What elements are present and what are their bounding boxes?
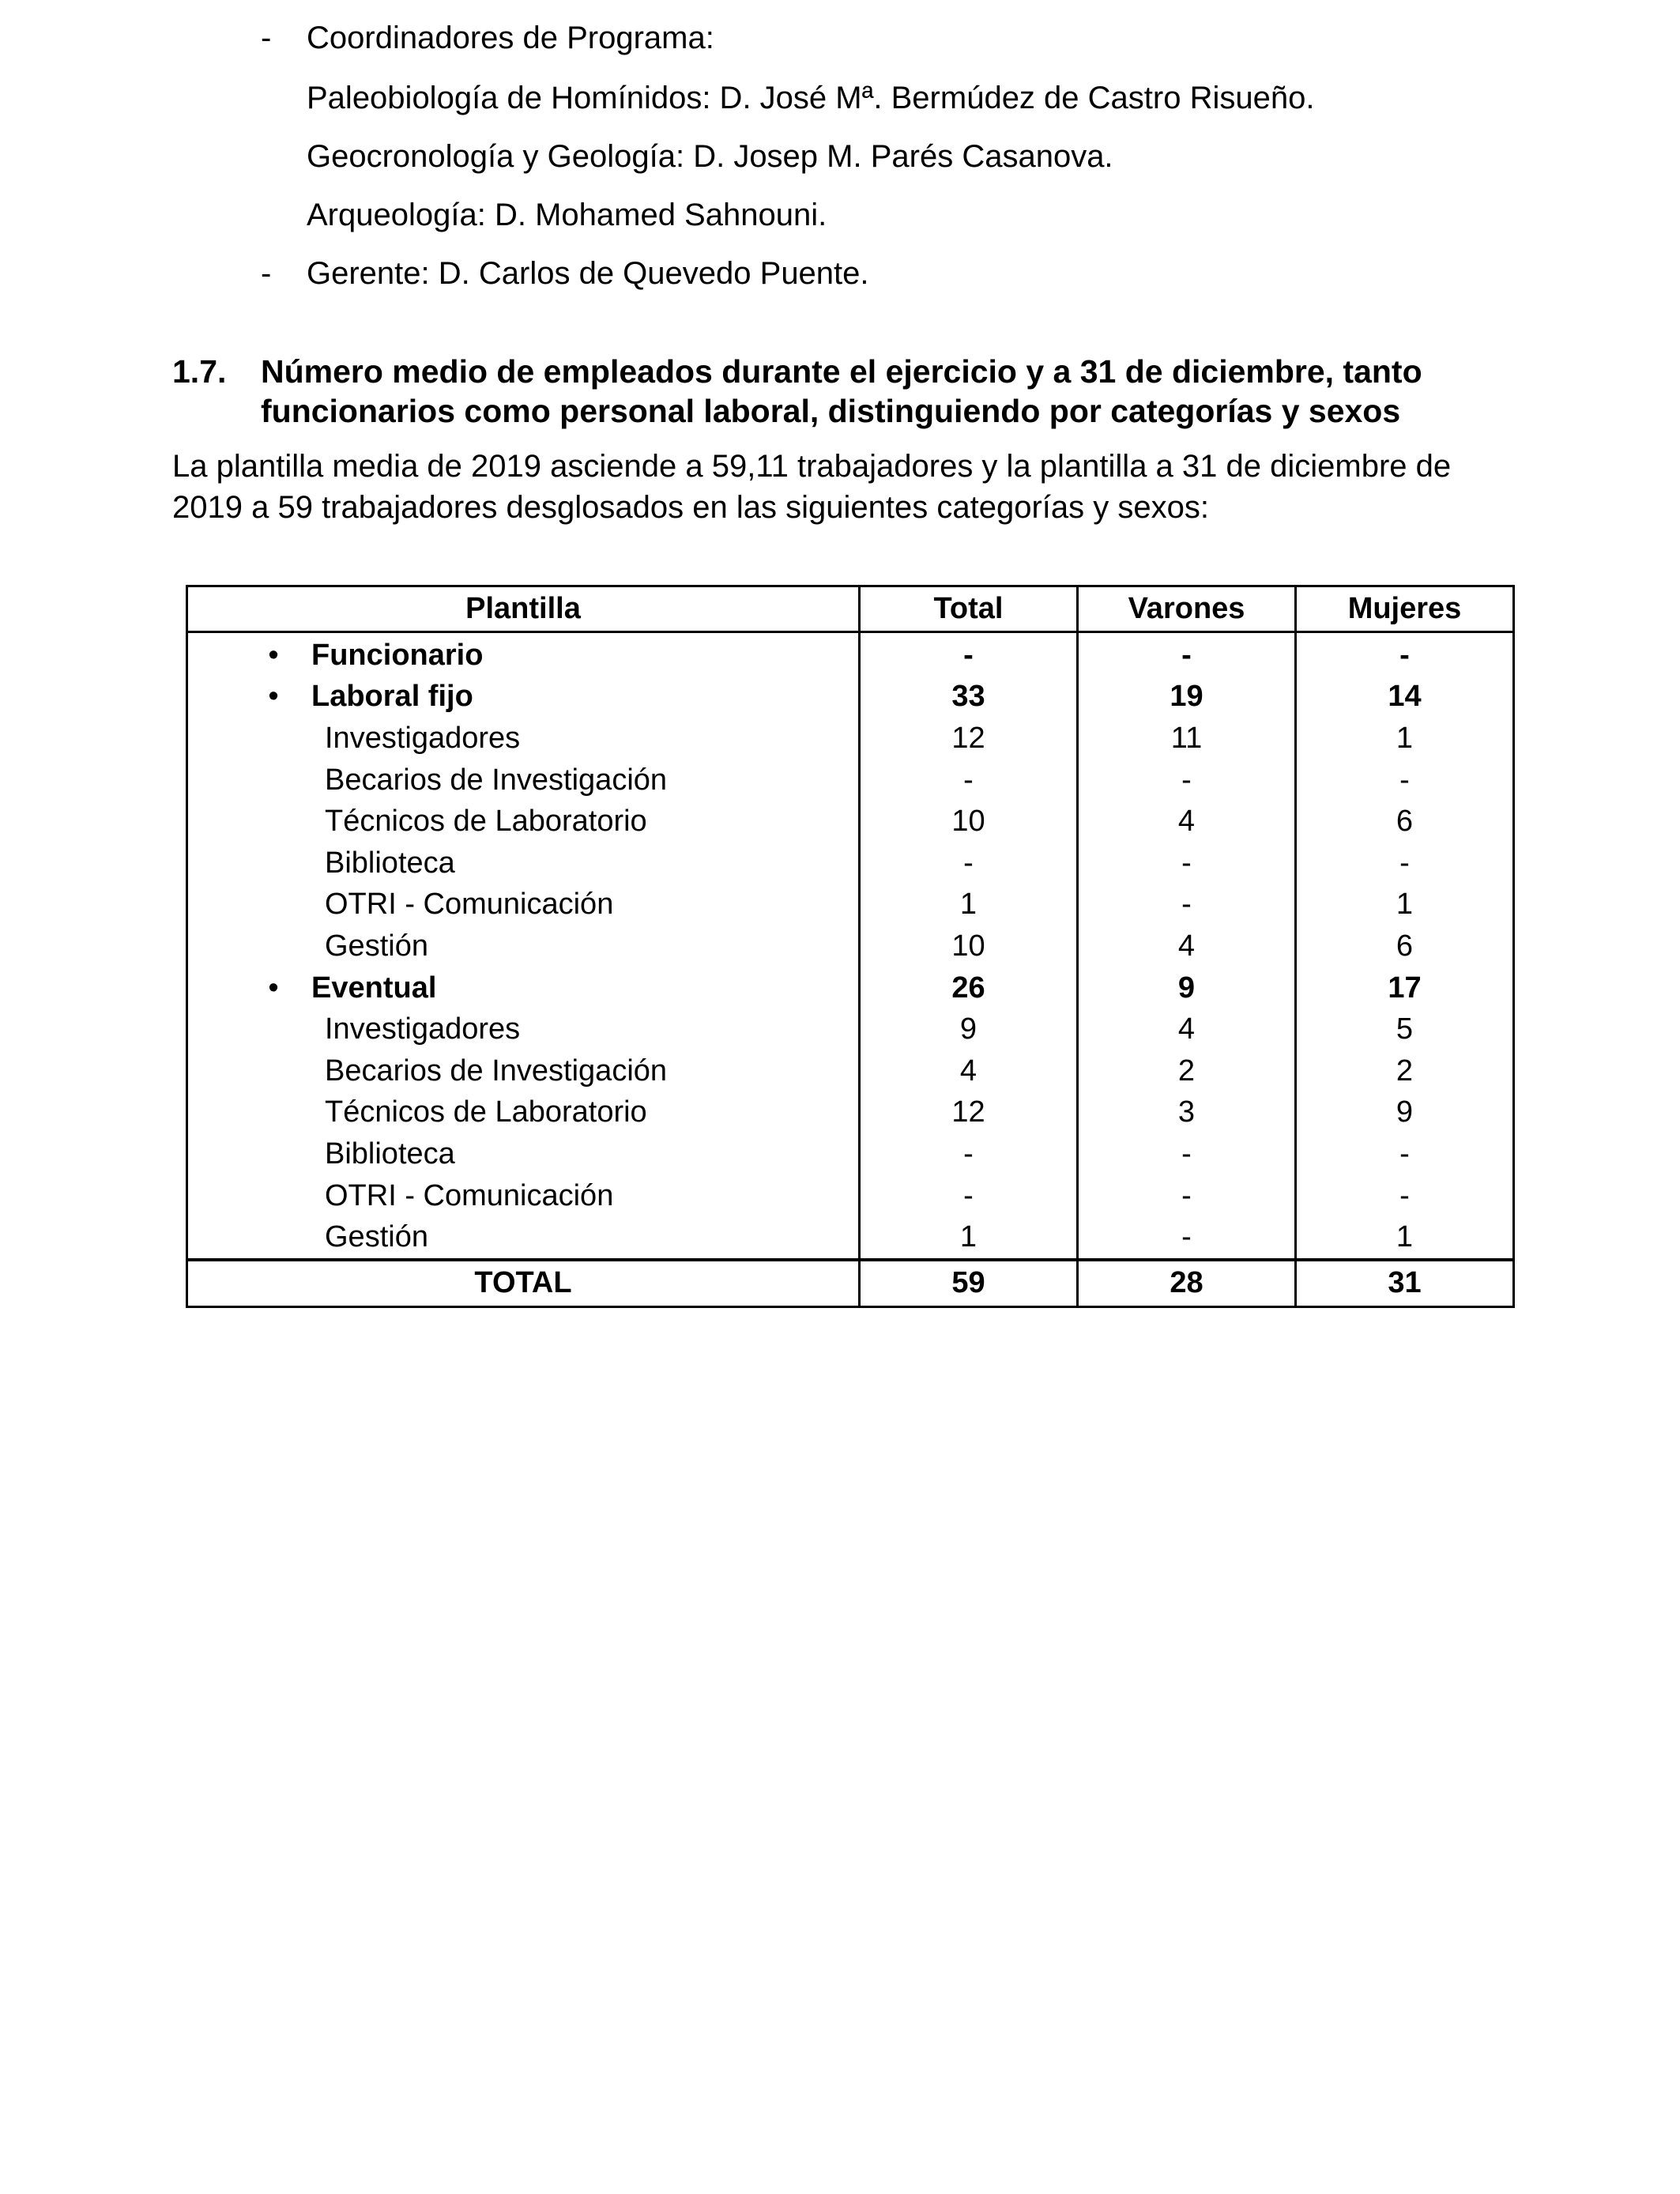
row-total: 12 [860,1092,1078,1134]
row-varones: 9 [1078,967,1296,1009]
row-varones: - [1078,1133,1296,1175]
list-dash: - [261,21,272,55]
row-total: - [860,760,1078,801]
total-total: 59 [860,1260,1078,1307]
row-mujeres: 5 [1296,1008,1514,1050]
total-mujeres: 31 [1296,1260,1514,1307]
row-label-cell [187,632,860,677]
row-label-cell [187,1216,860,1260]
row-total: 9 [860,1008,1078,1050]
row-label-cell [187,677,860,718]
table-row [187,967,1514,1009]
row-mujeres: - [1296,1175,1514,1217]
row-label-cell [187,718,860,760]
row-varones: - [1078,1175,1296,1217]
coordinator-item: Geocronología y Geología: D. Josep M. Parés Casanova. [307,139,1113,174]
row-mujeres: - [1296,632,1514,677]
coordinator-item: Arqueología: D. Mohamed Sahnouni. [307,198,827,232]
table-row [187,801,1514,843]
row-total: 26 [860,967,1078,1009]
row-label: Gestión [325,929,428,963]
row-label: Becarios de Investigación [325,1054,668,1088]
row-total: 10 [860,801,1078,843]
row-label: Becarios de Investigación [325,763,668,797]
header-plantilla: Plantilla [187,586,860,632]
row-varones: 4 [1078,1008,1296,1050]
row-label: OTRI - Comunicación [325,888,614,922]
row-varones: - [1078,884,1296,926]
row-varones: - [1078,760,1296,801]
section-title-line2: funcionarios como personal laboral, distinguiendo por categorías y sexos [261,393,1401,429]
row-label-cell [187,967,860,1009]
row-mujeres: 1 [1296,1216,1514,1260]
coordinator-item: Paleobiología de Homínidos: D. José Mª. Bermúdez de Castro Risueño. [307,81,1315,115]
section-title-line1: Número medio de empleados durante el ejercicio y a 31 de diciembre, tanto [261,353,1422,390]
row-mujeres: 9 [1296,1092,1514,1134]
row-label-cell [187,1133,860,1175]
total-row [187,1260,1514,1307]
row-label: Técnicos de Laboratorio [325,1095,647,1129]
row-label-cell [187,1008,860,1050]
row-label-cell [187,1092,860,1134]
row-label-cell [187,843,860,884]
header-varones: Varones [1078,586,1296,632]
table-row [187,677,1514,718]
table-row [187,1092,1514,1134]
row-label: Técnicos de Laboratorio [325,805,647,839]
row-label: Investigadores [325,1012,521,1046]
total-varones: 28 [1078,1260,1296,1307]
row-label-cell [187,925,860,967]
row-total: - [860,1175,1078,1217]
row-mujeres: 6 [1296,801,1514,843]
row-varones: - [1078,632,1296,677]
row-total: 1 [860,884,1078,926]
row-mujeres: 14 [1296,677,1514,718]
row-label-cell [187,801,860,843]
row-total: 10 [860,925,1078,967]
row-mujeres: 17 [1296,967,1514,1009]
table-row [187,632,1514,677]
row-mujeres: - [1296,843,1514,884]
row-mujeres: 2 [1296,1050,1514,1092]
header-total: Total [860,586,1078,632]
row-label: Biblioteca [325,846,455,880]
row-varones: 19 [1078,677,1296,718]
row-varones: - [1078,1216,1296,1260]
row-total: - [860,1133,1078,1175]
row-total: 33 [860,677,1078,718]
table-row [187,925,1514,967]
row-varones: 3 [1078,1092,1296,1134]
row-total: 12 [860,718,1078,760]
row-mujeres: 1 [1296,884,1514,926]
row-total: - [860,632,1078,677]
row-varones: 4 [1078,801,1296,843]
row-total: 4 [860,1050,1078,1092]
table-row [187,1008,1514,1050]
table-row [187,760,1514,801]
section-paragraph: La plantilla media de 2019 asciende a 59,11 trabajadores y la plantilla a 31 de diciembre de 2019 a 59 trabajadores desglosados en las siguientes categorías y sexos: [172,449,1452,525]
row-label: OTRI - Comunicación [325,1178,614,1212]
header-mujeres: Mujeres [1296,586,1514,632]
bullet-icon: • [268,680,279,714]
table-row [187,1216,1514,1260]
bullet-icon: • [268,638,279,672]
row-label: Investigadores [325,721,521,755]
total-label: TOTAL [187,1260,860,1307]
table-row [187,1175,1514,1217]
section-number: 1.7. [172,353,227,390]
row-label: Eventual [311,971,437,1005]
table-row [187,1050,1514,1092]
bullet-icon: • [268,971,279,1005]
table-row [187,843,1514,884]
list-dash: - [261,256,272,291]
row-label: Laboral fijo [311,680,473,714]
table-row [187,1133,1514,1175]
row-total: - [860,843,1078,884]
row-varones: - [1078,843,1296,884]
row-total: 1 [860,1216,1078,1260]
row-mujeres: 6 [1296,925,1514,967]
row-label-cell [187,884,860,926]
staff-table [186,585,1515,1308]
row-mujeres: - [1296,1133,1514,1175]
table-row [187,718,1514,760]
row-mujeres: 1 [1296,718,1514,760]
row-varones: 4 [1078,925,1296,967]
table-header-row [187,586,1514,632]
row-mujeres: - [1296,760,1514,801]
row-varones: 2 [1078,1050,1296,1092]
row-label: Biblioteca [325,1137,455,1171]
row-label-cell [187,760,860,801]
coordinators-header: Coordinadores de Programa: [307,21,714,55]
row-varones: 11 [1078,718,1296,760]
row-label-cell [187,1175,860,1217]
row-label: Funcionario [311,638,484,672]
row-label: Gestión [325,1220,428,1254]
manager-line: Gerente: D. Carlos de Quevedo Puente. [307,256,869,291]
row-label-cell [187,1050,860,1092]
table-row [187,884,1514,926]
